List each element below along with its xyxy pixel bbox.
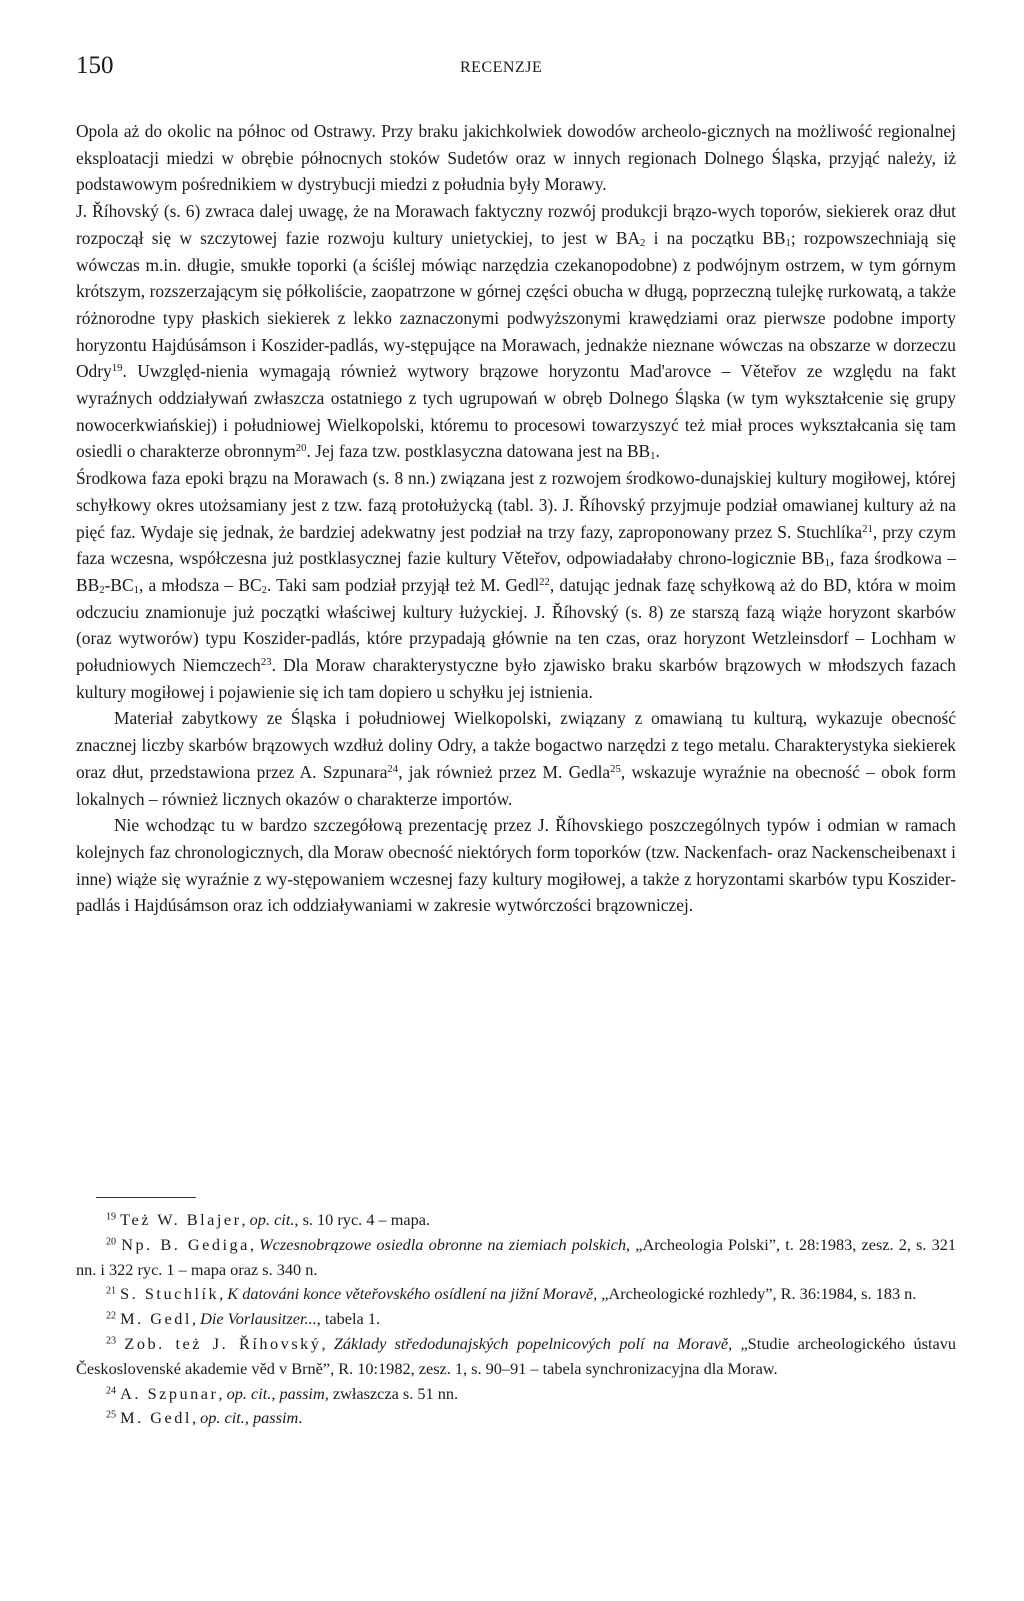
footnote-title: op. cit. [249, 1210, 295, 1229]
subscript: 1 [785, 236, 791, 249]
footnote-title: Wczesnobrązowe osiedla obronne na ziemiach polskich [259, 1234, 627, 1254]
footnote-rest: . [298, 1408, 303, 1428]
footnote-rest: , „Studie archeologického ústavu Československé akademie věd v Brně”, R. 10:1982, zesz. 1, s. 90–91 – tabela synchronizacyjna dla Moraw. [76, 1333, 957, 1378]
footnote-19: $^{19}$ Też W. Blajer, op. cit., s. 10 ryc. 4 – mapa. [106, 1210, 431, 1229]
text-run: Nie wchodząc tu w bardzo szczegółową prezentację przez J. Říhovskiego poszczególnych typów i odmian w ramach kolejnych faz chronologicznych, dla Moraw obecność niektórych form toporków (tzw. Nackenfach- oraz Nackenscheibenaxt i inne) wiąże się wyraźnie z wy-stępowaniem wczesnej fazy kultury mogiłowej, a także z horyzontami skarbów typu Koszider-padlás i Hajdúsámson oraz ich oddziaływaniami w zakresie wytwórczości brązowniczej. [76, 815, 956, 916]
text-run: ; rozpowszechniają się wówczas m.in. długie, smukłe toporki (a ściślej mówiąc narzędzia czekanopodobne) z podwójnym ostrzem, w tym górnym krótszym, rozszerzającym się półkoliście, zaopatrzone w górnej części obucha w długą, poprzeczną tulejkę rurkowatą, a także różnorodne typy płaskich siekierek z lekko zaznaczonymi podwyższonymi krawędziami oraz pierwsze podobne importy horyzontu Hajdúsámson i Koszider-padlás, wy-stępujące na Morawach, jednakże nieznane wówczas na obszarze w dorzeczu Odry [76, 227, 956, 382]
footnote-author: S. Stuchlík [120, 1284, 220, 1304]
footnote-title: op. cit., passim [226, 1383, 325, 1403]
subscript: 2 [99, 584, 105, 597]
text-run: . Uwzględ-nienia wymagają również wytwory brązowe horyzontu Mad'arovce – Věteřov ze względu na fakt wyraźnych oddziaływań zwłaszcza ostatniego z tych ugrupowań w obręb Dolnego Śląska (w tym wykształcenie się grupy nowocerkwiańskiej) i południowej Wielkopolski, któremu to procesowi towarzyszyć też miał proces wykształcania się tam osiedli o charakterze obronnym [76, 361, 956, 462]
footnote-rest: , zwłaszcza s. 51 nn. [324, 1383, 459, 1403]
subscript: 1 [824, 557, 830, 570]
footnote-ref[interactable]: 23 [260, 656, 272, 669]
footnote-ref[interactable]: 22 [539, 576, 550, 589]
text-run: , wskazuje wyraźnie na obecność – obok form lokalnych – również licznych okazów o charakterze importów. [76, 761, 956, 809]
footnote-author: M. Gedl [120, 1408, 192, 1428]
subscript: 1 [133, 584, 139, 597]
text-run: . [655, 441, 660, 462]
footnote-number: 22 [106, 1310, 117, 1322]
footnote-ref[interactable]: 20 [295, 442, 307, 455]
paragraph-5 [76, 812, 956, 919]
footnote-title: op. cit., passim [200, 1408, 299, 1428]
footnote-author: A. Szpunar [120, 1383, 219, 1403]
footnote-number: 24 [106, 1385, 117, 1397]
footnote-20: $^{20}$ Np. B. Gediga, Wczesnobrązowe osiedla obronne na ziemiach polskich, „Archeologia Polski”, t. 28:1983, zesz. 2, s. 321 nn. i 322 ryc. 1 – mapa oraz s. 340 n. [76, 1234, 957, 1279]
footnote-22: $^{22}$ M. Gedl, Die Vorlausitzer..., tabela 1. [106, 1309, 381, 1329]
running-head: RECENZJE [460, 59, 543, 76]
text-run: . Taki sam podział przyjął też M. Gedl [266, 574, 540, 595]
footnote-title: Die Vorlausitzer... [200, 1309, 317, 1329]
text-run: , faza środkowa – BB [76, 548, 956, 595]
footnote-number: 20 [106, 1236, 117, 1248]
footnote-ref[interactable]: 25 [610, 762, 621, 775]
footnote-24: $^{24}$ A. Szpunar, op. cit., passim, zwłaszcza s. 51 nn. [106, 1383, 459, 1403]
footnote-ref[interactable]: 24 [387, 762, 399, 775]
text-run: J. Říhovský (s. 6) zwraca dalej uwagę, że na Morawach faktyczny rozwój produkcji brązo-wych toporów, siekierek oraz dłut rozpoczął się w szczytowej fazie rozwoju kultury unietyckiej, to jest w BA [76, 201, 956, 248]
text-run: i na początku BB [645, 227, 786, 248]
footnote-ref[interactable]: 19 [111, 362, 123, 375]
paragraph-1 [76, 118, 956, 198]
footnote-rest: , s. 10 ryc. 4 – mapa. [294, 1210, 431, 1229]
paragraph-2 [76, 198, 956, 465]
footnotes [76, 1208, 956, 1431]
footnote-author: Zob. też J. Říhovský [124, 1333, 322, 1353]
paragraph-4 [76, 705, 956, 812]
text-run: . Dla Moraw charakterystyczne było zjawisko braku skarbów brązowych w młodszych fazach kultury mogiłowej i pojawienie się ich tam dopiero u schyłku jej istnienia. [76, 655, 956, 702]
subscript: 2 [640, 236, 646, 249]
page-number: 150 [76, 52, 114, 79]
text-run: . Jej faza tzw. postklasyczna datowana jest na BB [306, 441, 651, 462]
footnote-number: 25 [106, 1409, 117, 1421]
footnote-rest: , „Archeologické rozhledy”, R. 36:1984, s. 183 n. [593, 1284, 917, 1304]
text-run: Opola aż do okolic na północ od Ostrawy. Przy braku jakichkolwiek dowodów archeolo-gicznych na możliwość regionalnej eksploatacji miedzi w obrębie północnych stoków Sudetów oraz w innych regionach Dolnego Śląska, przyjąć należy, iż podstawowym pośrednikiem w dystrybucji miedzi z południa były Morawy. [76, 121, 956, 195]
paragraph-3 [76, 465, 956, 705]
footnote-title: K datováni konce věteřovského osídlení na jižní Moravě [227, 1284, 594, 1304]
footnote-title: Základy středodunajských popelnicových polí na Moravě [333, 1333, 729, 1353]
text-run: , datując jednak fazę schyłkową aż do BD, która w moim odczuciu znamionuje już początki właściwej kultury łużyckiej. J. Říhovský (s. 8) ze starszą fazą wiąże horyzont skarbów (oraz wytworów) typu Koszider-padlás, które przypadają głównie na ten czas, oraz horyzont Wetzleinsdorf – Lochham w południowych Niemczech [76, 574, 956, 676]
subscript: 2 [261, 584, 267, 597]
footnote-23: $^{23}$ Zob. też J. Říhovský, Základy středodunajských popelnicových polí na Moravě, „Studie archeologického ústavu Československé akademie věd v Brně”, R. 10:1982, zesz. 1, s. 90–91 – tabela synchronizacyjna dla Moraw. [76, 1333, 957, 1378]
footnote-25: $^{25}$ M. Gedl, op. cit., passim. [106, 1408, 303, 1428]
footnote-rest: , tabela 1. [316, 1309, 381, 1329]
footnote-number: 23 [106, 1335, 117, 1347]
body-text [76, 118, 956, 919]
footnote-divider [96, 1197, 196, 1198]
footnote-number: 21 [106, 1285, 117, 1297]
text-run: -BC [104, 574, 134, 595]
text-run: , przy czym faza wczesna, współczesna już postklasycznej fazie kultury Věteřov, odpowiadałaby chrono-logicznie BB [76, 521, 956, 569]
subscript: 1 [650, 450, 656, 463]
footnote-author: M. Gedl [120, 1309, 192, 1329]
text-run: Materiał zabytkowy ze Śląska i południowej Wielkopolski, związany z omawianą tu kulturą, wykazuje obecność znacznej liczby skarbów brązowych wzdłuż doliny Odry, a także bogactwo narzędzi z tego metalu. Charakterystyka siekierek oraz dłut, przedstawiona przez A. Szpunara [76, 708, 956, 782]
footnote-author: Też W. Blajer [120, 1210, 242, 1229]
text-run: , a młodsza – BC [138, 574, 262, 595]
text-run: Środkowa faza epoki brązu na Morawach (s. 8 nn.) związana jest z rozwojem środkowo-dunajskiej kultury mogiłowej, której schyłkowy okres utożsamiany jest z tzw. fazą protołużycką (tabl. 3). J. Říhovský przyjmuje podział omawianej kultury aż na pięć faz. Wydaje się jednak, że bardziej adekwatny jest podział na trzy fazy, zaproponowany przez S. Stuchlíka [76, 468, 956, 542]
text-run: , jak również przez M. Gedla [398, 761, 611, 782]
footnote-21: $^{21}$ S. Stuchlík, K datováni konce věteřovského osídlení na jižní Moravě, „Archeologické rozhledy”, R. 36:1984, s. 183 n. [106, 1284, 917, 1304]
footnote-ref[interactable]: 21 [862, 522, 873, 535]
footnote-rest: , „Archeologia Polski”, t. 28:1983, zesz. 2, s. 321 nn. i 322 ryc. 1 – mapa oraz s. 340 n. [76, 1234, 957, 1279]
footnote-author: Np. B. Gediga [121, 1234, 250, 1254]
footnote-number: 19 [106, 1211, 117, 1223]
